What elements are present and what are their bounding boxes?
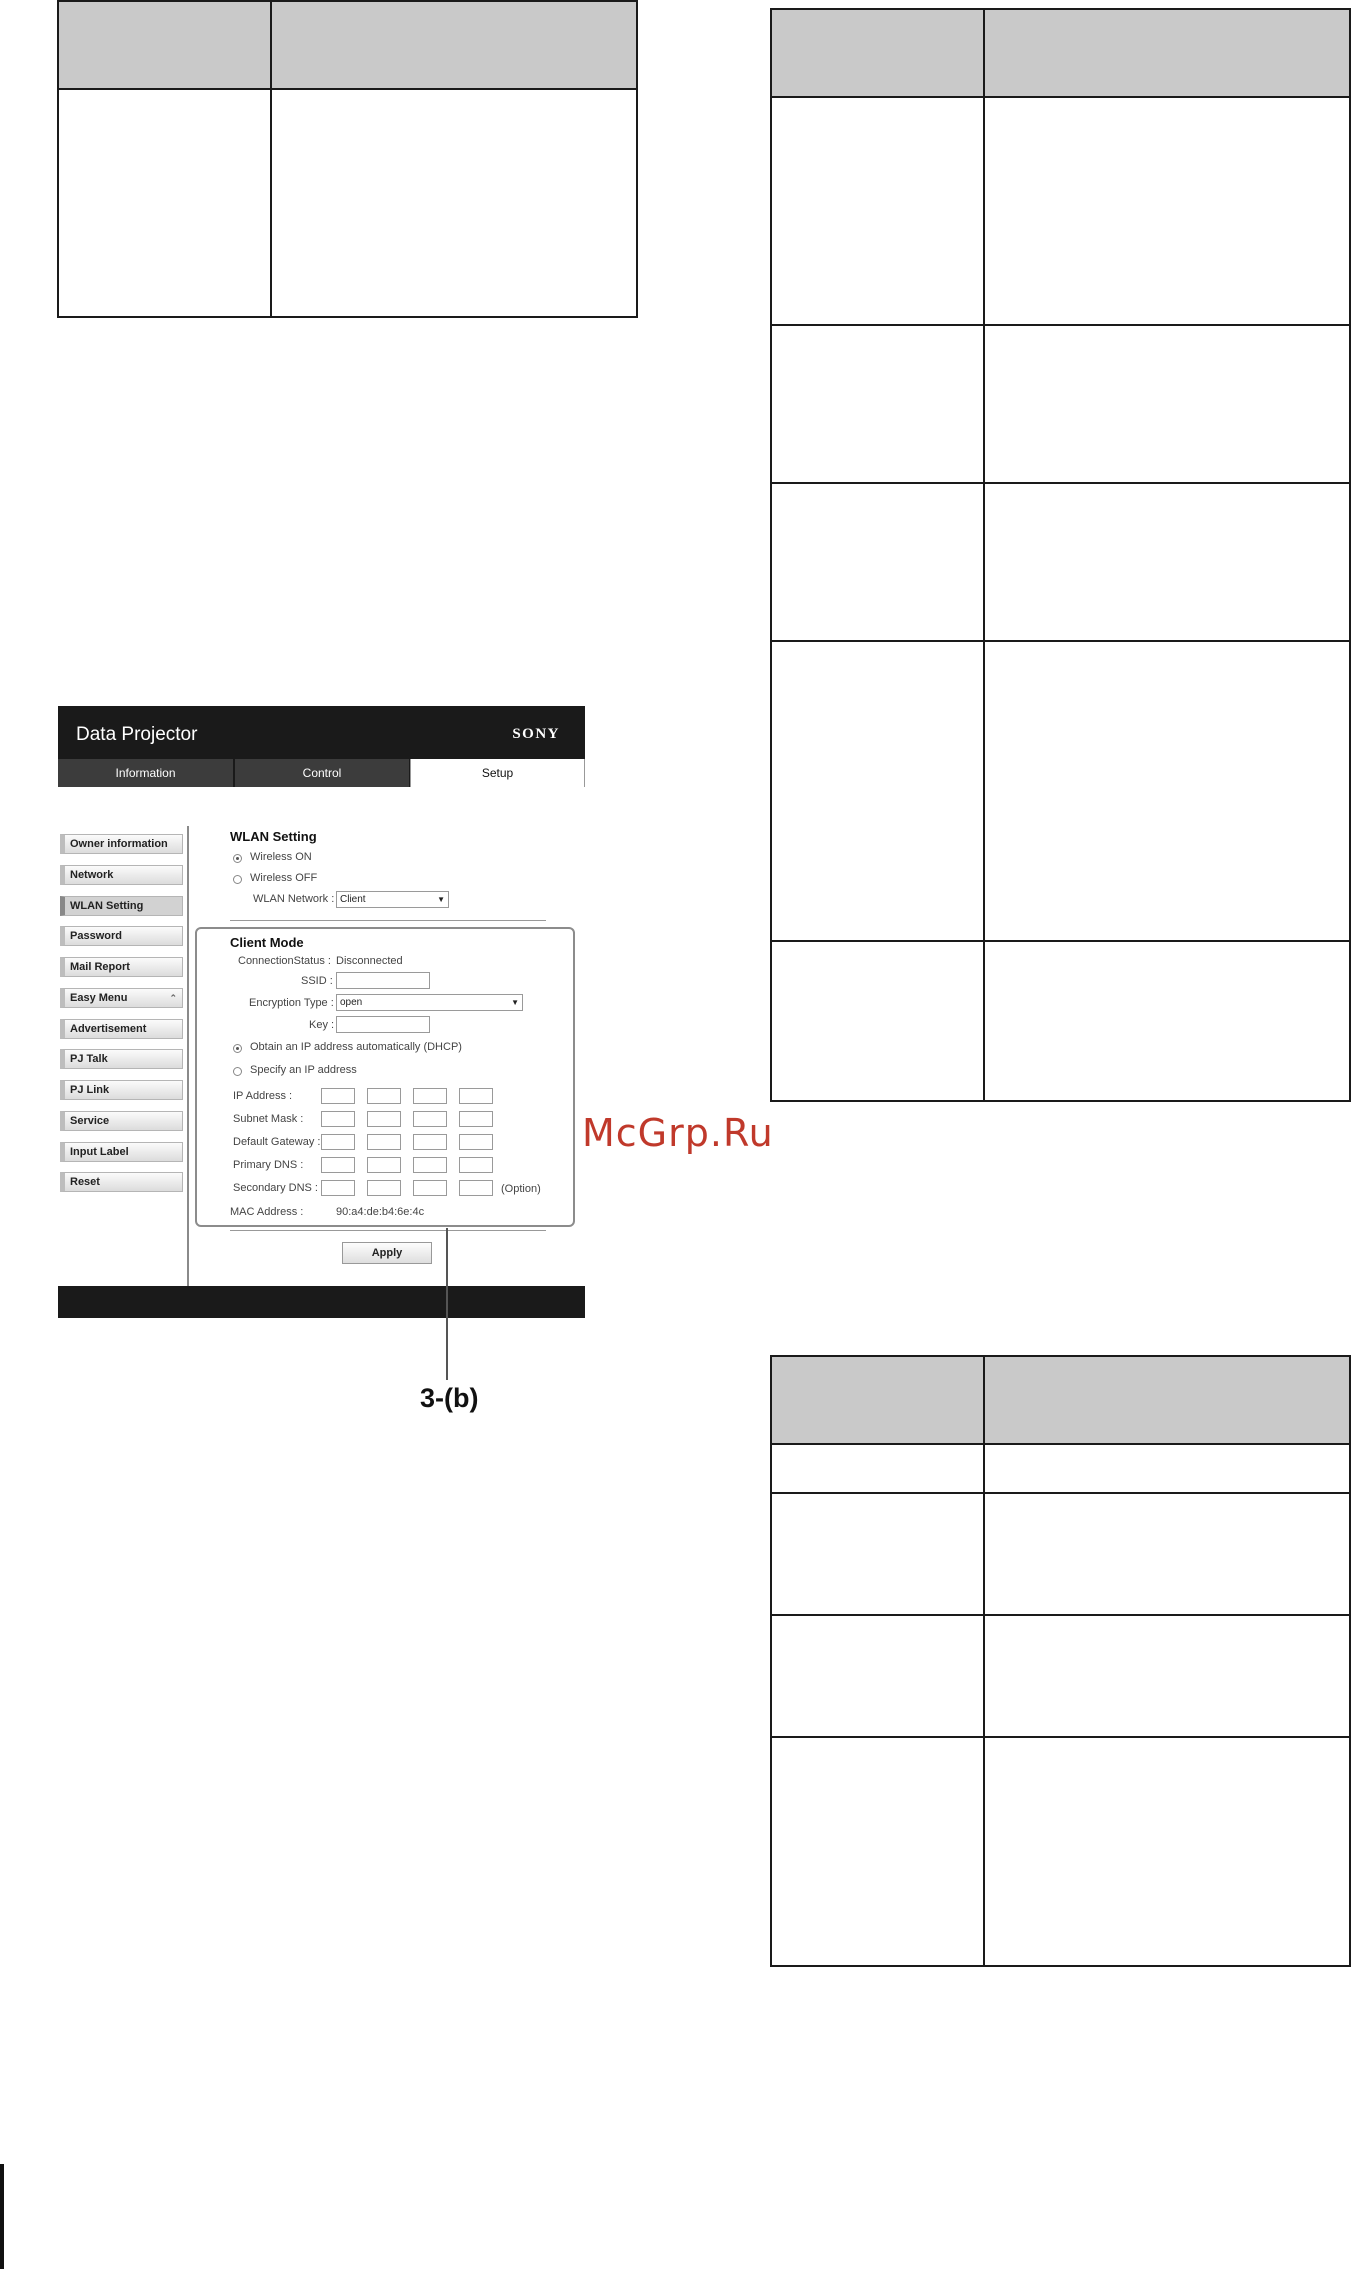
option-label: (Option) — [501, 1183, 541, 1195]
sidebar-item-reset[interactable]: Reset — [60, 1172, 183, 1192]
secondary-dns-octet[interactable] — [459, 1180, 493, 1196]
ip-address-label: IP Address : — [233, 1090, 293, 1102]
sidebar-item-password[interactable]: Password — [60, 926, 183, 946]
primary-dns-label: Primary DNS : — [233, 1159, 304, 1171]
primary-dns-octet[interactable] — [321, 1157, 355, 1173]
tab-setup[interactable]: Setup — [410, 759, 585, 787]
sidebar-item-network[interactable]: Network — [60, 865, 183, 885]
static-ip-radio[interactable] — [233, 1067, 242, 1076]
subnet-mask-octet[interactable] — [413, 1111, 447, 1127]
ssid-label: SSID : — [301, 975, 333, 987]
wlan-setting-heading: WLAN Setting — [230, 829, 317, 844]
sidebar-divider — [187, 826, 189, 1288]
primary-dns-octet[interactable] — [413, 1157, 447, 1173]
brand-logo: SONY — [512, 726, 560, 742]
key-label: Key : — [309, 1019, 335, 1031]
sidebar-item-wlan-setting[interactable]: WLAN Setting — [60, 896, 183, 916]
sidebar-item-pj-talk[interactable]: PJ Talk — [60, 1049, 183, 1069]
table-right-1 — [770, 8, 1351, 1102]
sidebar-item-input-label[interactable]: Input Label — [60, 1142, 183, 1162]
tab-control[interactable]: Control — [235, 759, 409, 787]
key-input[interactable] — [336, 1016, 430, 1033]
subnet-mask-label: Subnet Mask : — [233, 1113, 304, 1125]
dhcp-label: Obtain an IP address automatically (DHCP) — [250, 1041, 462, 1053]
ip-address-octet[interactable] — [321, 1088, 355, 1104]
dhcp-radio[interactable] — [233, 1044, 242, 1053]
app-title: Data Projector — [76, 724, 198, 745]
sidebar-item-pj-link[interactable]: PJ Link — [60, 1080, 183, 1100]
table-row — [772, 1445, 1349, 1494]
connection-status-label: ConnectionStatus : — [238, 955, 331, 967]
table-header-row — [772, 1357, 1349, 1445]
wireless-on-label: Wireless ON — [250, 851, 312, 863]
client-mode-heading: Client Mode — [230, 935, 304, 950]
table-row — [772, 326, 1349, 484]
sidebar-item-owner-information[interactable]: Owner information — [60, 834, 183, 854]
table-row — [772, 942, 1349, 1102]
table-top-left — [57, 0, 638, 318]
projector-web-ui-screenshot — [58, 706, 585, 1318]
ip-address-octet[interactable] — [459, 1088, 493, 1104]
wlan-network-select[interactable] — [336, 891, 449, 908]
secondary-dns-octet[interactable] — [321, 1180, 355, 1196]
ssid-input[interactable] — [336, 972, 430, 989]
secondary-dns-label: Secondary DNS : — [233, 1182, 318, 1194]
ip-address-octet[interactable] — [367, 1088, 401, 1104]
watermark: McGrp.Ru — [582, 1111, 774, 1155]
mac-address-label: MAC Address : — [230, 1206, 304, 1218]
subnet-mask-octet[interactable] — [321, 1111, 355, 1127]
table-row — [772, 484, 1349, 642]
secondary-dns-octet[interactable] — [367, 1180, 401, 1196]
primary-dns-octet[interactable] — [367, 1157, 401, 1173]
table-row — [772, 1616, 1349, 1738]
sidebar-item-label: Easy Menu — [70, 992, 128, 1004]
encryption-type-select[interactable] — [336, 994, 523, 1011]
wireless-off-radio[interactable] — [233, 875, 242, 884]
tab-information[interactable]: Information — [58, 759, 233, 787]
ip-address-octet[interactable] — [413, 1088, 447, 1104]
table-right-2 — [770, 1355, 1351, 1967]
default-gateway-label: Default Gateway : — [233, 1136, 321, 1148]
sidebar-item-mail-report[interactable]: Mail Report — [60, 957, 183, 977]
callout-label: 3-(b) — [420, 1383, 479, 1413]
secondary-dns-octet[interactable] — [413, 1180, 447, 1196]
encryption-type-label: Encryption Type : — [249, 997, 334, 1009]
table-header-row — [772, 10, 1349, 98]
primary-dns-octet[interactable] — [459, 1157, 493, 1173]
table-row — [772, 642, 1349, 942]
default-gateway-octet[interactable] — [413, 1134, 447, 1150]
apply-button[interactable]: Apply — [342, 1242, 432, 1264]
wireless-off-label: Wireless OFF — [250, 872, 318, 884]
default-gateway-octet[interactable] — [321, 1134, 355, 1150]
static-ip-label: Specify an IP address — [250, 1064, 357, 1076]
callout-leader-line — [446, 1228, 448, 1380]
mac-address-value: 90:a4:de:b4:6e:4c — [336, 1206, 425, 1218]
section-divider — [230, 920, 546, 921]
default-gateway-octet[interactable] — [367, 1134, 401, 1150]
page-margin-bar — [0, 2164, 4, 2269]
sidebar-item-advertisement[interactable]: Advertisement — [60, 1019, 183, 1039]
wireless-on-radio[interactable] — [233, 854, 242, 863]
sidebar-item-easy-menu[interactable] — [60, 988, 183, 1008]
subnet-mask-octet[interactable] — [459, 1111, 493, 1127]
table-header-row — [59, 2, 636, 90]
table-row — [772, 1738, 1349, 1967]
wlan-network-value: Client — [340, 894, 366, 905]
table-row — [772, 1494, 1349, 1616]
table-row — [772, 98, 1349, 326]
wlan-network-label: WLAN Network : — [253, 893, 335, 905]
sidebar-item-service[interactable]: Service — [60, 1111, 183, 1131]
connection-status-value: Disconnected — [336, 955, 403, 967]
chevron-up-icon: ⌃ — [169, 993, 177, 1003]
section-divider — [230, 1230, 546, 1231]
subnet-mask-octet[interactable] — [367, 1111, 401, 1127]
table-row — [59, 90, 636, 318]
default-gateway-octet[interactable] — [459, 1134, 493, 1150]
footer-bar — [58, 1286, 585, 1318]
encryption-type-value: open — [340, 997, 363, 1008]
